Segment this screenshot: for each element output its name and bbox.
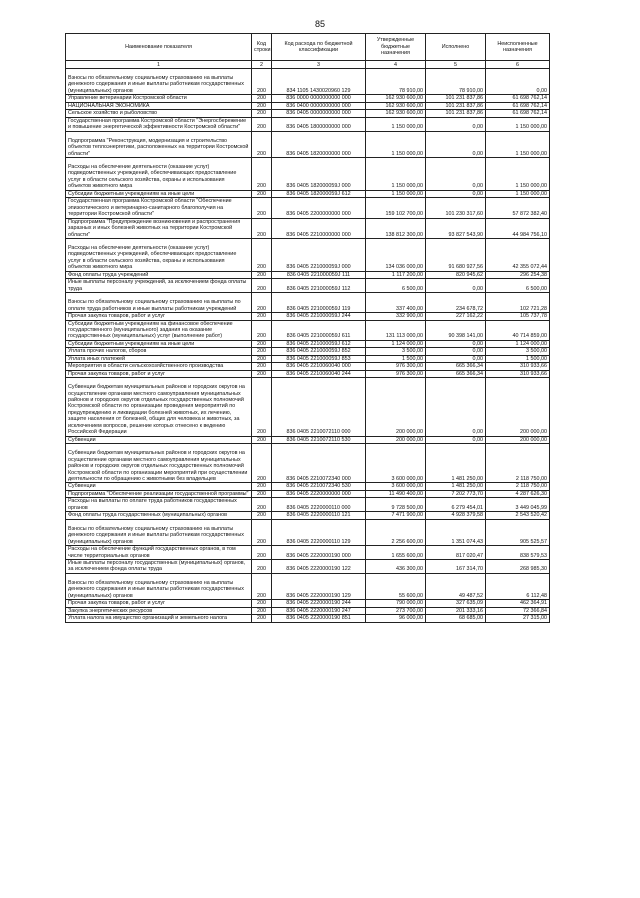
table-row xyxy=(66,190,550,197)
row-expense-code: 836 0405 2220000190 247 xyxy=(272,607,366,614)
row-approved: 96 000,00 xyxy=(366,615,426,622)
table-row xyxy=(66,600,550,607)
row-approved: 162 930 600,00 xyxy=(366,102,426,109)
row-expense-code: 836 0405 2210072110 000 xyxy=(272,378,366,437)
row-line-code: 200 xyxy=(252,378,272,437)
row-approved: 2 256 600,00 xyxy=(366,519,426,545)
row-approved: 1 124 000,00 xyxy=(366,340,426,347)
row-unexecuted: 27 315,00 xyxy=(486,615,550,622)
row-approved: 436 300,00 xyxy=(366,560,426,574)
row-approved: 790 000,00 xyxy=(366,600,426,607)
table-row xyxy=(66,320,550,340)
row-expense-code: 836 0405 2220000190 122 xyxy=(272,560,366,574)
column-number: 1 xyxy=(66,61,252,69)
row-unexecuted: 1 150 000,00 xyxy=(486,190,550,197)
table-row xyxy=(66,378,550,437)
row-name: Субвенции бюджетам муниципальных районов и городских округов на осуществление органами местного самоуправления муниципальных районов и городских округов отдельных государственных полномочий Костромской области по организации проведения мероприятий по предупреждению и ликвидации болезней животных, их лечению, защите населения от болезней, общих для человека и животных, за исключением вопросов, решение которых отнесено к ведению Российской Федерации xyxy=(66,378,252,437)
row-expense-code: 836 0405 221000059J 119 xyxy=(272,293,366,313)
row-name: Прочая закупка товаров, работ и услуг xyxy=(66,370,252,377)
row-unexecuted: 57 872 382,40 xyxy=(486,198,550,218)
row-approved: 200 000,00 xyxy=(366,378,426,437)
row-unexecuted: 200 000,00 xyxy=(486,436,550,443)
row-executed: 0,00 xyxy=(426,436,486,443)
row-expense-code: 836 0405 221000059J 612 xyxy=(272,340,366,347)
row-line-code: 200 xyxy=(252,436,272,443)
row-line-code: 200 xyxy=(252,131,272,157)
row-executed: 0,00 xyxy=(426,378,486,437)
row-unexecuted: 200 000,00 xyxy=(486,378,550,437)
table-row xyxy=(66,102,550,109)
table-row xyxy=(66,157,550,190)
column-number-row xyxy=(66,61,550,69)
row-expense-code: 836 0405 2220000190 000 xyxy=(272,546,366,560)
row-line-code: 200 xyxy=(252,355,272,362)
row-unexecuted: 268 985,30 xyxy=(486,560,550,574)
row-line-code: 200 xyxy=(252,117,272,131)
row-line-code: 200 xyxy=(252,340,272,347)
row-unexecuted: 0,00 xyxy=(486,69,550,95)
table-row xyxy=(66,573,550,599)
row-line-code: 200 xyxy=(252,238,272,271)
row-executed: 101 230 317,60 xyxy=(426,198,486,218)
row-name: Взносы по обязательному социальному страхованию на выплаты денежного содержания и иные выплаты работникам государственных (муниципальных) органов xyxy=(66,573,252,599)
row-unexecuted: 310 933,66 xyxy=(486,370,550,377)
row-unexecuted: 72 366,84 xyxy=(486,607,550,614)
row-unexecuted: 1 150 000,00 xyxy=(486,131,550,157)
row-line-code: 200 xyxy=(252,370,272,377)
row-unexecuted: 1 150 000,00 xyxy=(486,157,550,190)
row-line-code: 200 xyxy=(252,607,272,614)
row-line-code: 200 xyxy=(252,218,272,238)
row-unexecuted: 310 933,66 xyxy=(486,363,550,370)
row-approved: 131 113 000,00 xyxy=(366,320,426,340)
table-row xyxy=(66,490,550,497)
row-expense-code: 836 0405 221000059J 111 xyxy=(272,271,366,278)
row-executed: 4 928 379,58 xyxy=(426,512,486,519)
row-approved: 3 500,00 xyxy=(366,348,426,355)
row-executed: 78 910,00 xyxy=(426,69,486,95)
row-line-code: 200 xyxy=(252,546,272,560)
row-name: Управление ветеринарии Костромской области xyxy=(66,95,252,102)
row-approved: 159 102 700,00 xyxy=(366,198,426,218)
column-header-line-code: Код строки xyxy=(252,34,272,61)
table-row xyxy=(66,370,550,377)
row-line-code: 200 xyxy=(252,271,272,278)
row-executed: 101 231 837,86 xyxy=(426,110,486,117)
row-name: Уплата прочих налогов, сборов xyxy=(66,348,252,355)
column-number: 6 xyxy=(486,61,550,69)
row-line-code: 200 xyxy=(252,110,272,117)
row-unexecuted: 105 737,78 xyxy=(486,313,550,320)
row-executed: 665 366,34 xyxy=(426,363,486,370)
row-expense-code: 836 0405 221000059J 000 xyxy=(272,238,366,271)
row-approved: 55 600,00 xyxy=(366,573,426,599)
row-executed: 101 231 837,86 xyxy=(426,102,486,109)
row-approved: 1 150 000,00 xyxy=(366,131,426,157)
row-name: Государственная программа Костромской области "Обеспечение эпизоотического и ветеринарно-санитарного благополучия на территории Костромской области" xyxy=(66,198,252,218)
row-name: Взносы по обязательному социальному страхованию на выплаты денежного содержания и иные выплаты работникам государственных (муниципальных) органов xyxy=(66,519,252,545)
table-row xyxy=(66,615,550,622)
row-name: Расходы на обеспечение функций государственных органов, в том числе территориальных органов xyxy=(66,546,252,560)
row-approved: 1 117 200,00 xyxy=(366,271,426,278)
row-name: Закупка энергетических ресурсов xyxy=(66,607,252,614)
table-header-row xyxy=(66,34,550,61)
row-expense-code: 836 0405 1820000000 000 xyxy=(272,131,366,157)
row-expense-code: 836 0405 2210072340 530 xyxy=(272,483,366,490)
table-row xyxy=(66,279,550,293)
row-executed: 327 635,09 xyxy=(426,600,486,607)
column-header-approved: Утвержденные бюджетные назначения xyxy=(366,34,426,61)
row-expense-code: 836 0405 2220000110 129 xyxy=(272,519,366,545)
row-unexecuted: 61 698 762,14 xyxy=(486,102,550,109)
table-row xyxy=(66,348,550,355)
row-approved: 1 655 600,00 xyxy=(366,546,426,560)
row-line-code: 200 xyxy=(252,444,272,483)
row-executed: 1 481 250,00 xyxy=(426,444,486,483)
row-unexecuted: 3 449 045,99 xyxy=(486,498,550,512)
row-name: Иные выплаты персоналу учреждений, за исключением фонда оплаты труда xyxy=(66,279,252,293)
row-name: Субвенции бюджетам муниципальных районов и городских округов на осуществление органами местного самоуправления муниципальных районов и городских округов отдельных государственных полномочий Костромской области по организации мероприятий при осуществлении деятельности по обращению с животными без владельцев xyxy=(66,444,252,483)
row-expense-code: 836 0405 1800000000 000 xyxy=(272,117,366,131)
row-line-code: 200 xyxy=(252,348,272,355)
table-row xyxy=(66,607,550,614)
row-unexecuted: 838 579,53 xyxy=(486,546,550,560)
row-approved: 976 300,00 xyxy=(366,370,426,377)
row-name: Уплата налога на имущество организаций и земельного налога xyxy=(66,615,252,622)
row-executed: 6 279 454,01 xyxy=(426,498,486,512)
row-executed: 0,00 xyxy=(426,355,486,362)
row-expense-code: 836 0405 2210060040 244 xyxy=(272,370,366,377)
row-approved: 3 600 000,00 xyxy=(366,444,426,483)
row-expense-code: 836 0405 221000059J 852 xyxy=(272,348,366,355)
row-name: Сельское хозяйство и рыболовство xyxy=(66,110,252,117)
row-line-code: 200 xyxy=(252,519,272,545)
row-name: Субвенции xyxy=(66,483,252,490)
row-name: Мероприятия в области сельскохозяйственного производства xyxy=(66,363,252,370)
table-row xyxy=(66,546,550,560)
row-expense-code: 836 0405 0000000000 000 xyxy=(272,110,366,117)
row-name: Подпрограмма "Реконструкция, модернизация и строительство объектов теплоэнергетики, расположенных на территории Костромской области" xyxy=(66,131,252,157)
page-number: 85 xyxy=(314,19,325,29)
table-row xyxy=(66,131,550,157)
row-line-code: 200 xyxy=(252,573,272,599)
row-expense-code: 836 0405 221000059J 244 xyxy=(272,313,366,320)
row-line-code: 200 xyxy=(252,498,272,512)
row-name: Расходы на выплаты по оплате труда работников государственных органов xyxy=(66,498,252,512)
row-approved: 9 728 500,00 xyxy=(366,498,426,512)
row-executed: 0,00 xyxy=(426,157,486,190)
row-expense-code: 836 0405 2210060040 000 xyxy=(272,363,366,370)
row-unexecuted: 296 254,38 xyxy=(486,271,550,278)
table-row xyxy=(66,340,550,347)
row-line-code: 200 xyxy=(252,198,272,218)
row-line-code: 200 xyxy=(252,512,272,519)
table-row xyxy=(66,95,550,102)
row-line-code: 200 xyxy=(252,69,272,95)
row-approved: 1 150 000,00 xyxy=(366,157,426,190)
row-expense-code: 836 0405 221000059J 112 xyxy=(272,279,366,293)
table-row xyxy=(66,436,550,443)
row-expense-code: 836 0405 2210072340 000 xyxy=(272,444,366,483)
table-row xyxy=(66,238,550,271)
row-executed: 0,00 xyxy=(426,279,486,293)
row-expense-code: 834 1105 1430020960 129 xyxy=(272,69,366,95)
row-unexecuted: 2 118 750,00 xyxy=(486,444,550,483)
row-executed: 201 333,16 xyxy=(426,607,486,614)
row-line-code: 200 xyxy=(252,313,272,320)
row-line-code: 200 xyxy=(252,293,272,313)
row-unexecuted: 2 543 520,42 xyxy=(486,512,550,519)
row-executed: 1 481 250,00 xyxy=(426,483,486,490)
column-number: 3 xyxy=(272,61,366,69)
row-executed: 49 487,52 xyxy=(426,573,486,599)
row-expense-code: 836 0405 182000059J 000 xyxy=(272,157,366,190)
row-name: Расходы на обеспечение деятельности (оказание услуг) подведомственных учреждений, обеспечивающих предоставление услуг в области сельского хозяйства, охраны и использования объектов животного мира xyxy=(66,157,252,190)
table-row xyxy=(66,110,550,117)
row-line-code: 200 xyxy=(252,190,272,197)
row-unexecuted: 6 112,48 xyxy=(486,573,550,599)
row-name: Прочая закупка товаров, работ и услуг xyxy=(66,313,252,320)
row-expense-code: 836 0405 221000059J 611 xyxy=(272,320,366,340)
row-expense-code: 836 0405 2220000190 129 xyxy=(272,573,366,599)
row-executed: 93 827 543,90 xyxy=(426,218,486,238)
row-unexecuted: 3 500,00 xyxy=(486,348,550,355)
row-line-code: 200 xyxy=(252,279,272,293)
row-expense-code: 836 0000 0000000000 000 xyxy=(272,95,366,102)
row-name: Субсидии бюджетным учреждениям на иные цели xyxy=(66,340,252,347)
row-name: Уплата иных платежей xyxy=(66,355,252,362)
row-executed: 0,00 xyxy=(426,340,486,347)
row-executed: 0,00 xyxy=(426,131,486,157)
table-row xyxy=(66,560,550,574)
row-executed: 90 398 141,00 xyxy=(426,320,486,340)
row-approved: 7 471 900,00 xyxy=(366,512,426,519)
row-executed: 7 202 773,70 xyxy=(426,490,486,497)
row-approved: 134 036 000,00 xyxy=(366,238,426,271)
row-expense-code: 836 0405 2220000000 000 xyxy=(272,490,366,497)
table-row xyxy=(66,69,550,95)
row-expense-code: 836 0405 2220000110 121 xyxy=(272,512,366,519)
row-line-code: 200 xyxy=(252,615,272,622)
column-number: 4 xyxy=(366,61,426,69)
row-approved: 11 490 400,00 xyxy=(366,490,426,497)
table-row xyxy=(66,355,550,362)
row-expense-code: 836 0405 182000059J 612 xyxy=(272,190,366,197)
row-approved: 332 900,00 xyxy=(366,313,426,320)
row-name: Прочая закупка товаров, работ и услуг xyxy=(66,600,252,607)
row-line-code: 200 xyxy=(252,102,272,109)
row-name: Взносы по обязательному социальному страхованию на выплаты по оплате труда работников и иные выплаты работникам учреждений xyxy=(66,293,252,313)
row-line-code: 200 xyxy=(252,95,272,102)
table-row xyxy=(66,218,550,238)
row-approved: 337 400,00 xyxy=(366,293,426,313)
row-name: Расходы на обеспечение деятельности (оказание услуг) подведомственных учреждений, обеспечивающих предоставление услуг в области сельского хозяйства, охраны и использования объектов животного мира xyxy=(66,238,252,271)
row-unexecuted: 1 500,00 xyxy=(486,355,550,362)
row-approved: 976 300,00 xyxy=(366,363,426,370)
row-approved: 78 910,00 xyxy=(366,69,426,95)
row-name: Субсидии бюджетным учреждениям на иные цели xyxy=(66,190,252,197)
row-unexecuted: 1 150 000,00 xyxy=(486,117,550,131)
column-number: 2 xyxy=(252,61,272,69)
row-line-code: 200 xyxy=(252,320,272,340)
row-executed: 234 678,72 xyxy=(426,293,486,313)
row-name: Иные выплаты персоналу государственных (муниципальных) органов, за исключением фонда оплаты труда xyxy=(66,560,252,574)
row-expense-code: 836 0405 2220000190 851 xyxy=(272,615,366,622)
row-unexecuted: 4 287 626,30 xyxy=(486,490,550,497)
table-row xyxy=(66,444,550,483)
row-approved: 138 812 300,00 xyxy=(366,218,426,238)
row-executed: 0,00 xyxy=(426,117,486,131)
row-line-code: 200 xyxy=(252,600,272,607)
row-name: Подпрограмма "Предупреждение возникновения и распространения заразных и иных болезней животных на территории Костромской области" xyxy=(66,218,252,238)
table-row xyxy=(66,117,550,131)
row-unexecuted: 61 698 762,14 xyxy=(486,95,550,102)
column-header-executed: Исполнено xyxy=(426,34,486,61)
table-row xyxy=(66,363,550,370)
row-approved: 162 930 600,00 xyxy=(366,110,426,117)
row-approved: 6 500,00 xyxy=(366,279,426,293)
row-executed: 0,00 xyxy=(426,190,486,197)
row-executed: 101 231 837,86 xyxy=(426,95,486,102)
row-unexecuted: 40 714 859,00 xyxy=(486,320,550,340)
row-expense-code: 836 0400 0000000000 000 xyxy=(272,102,366,109)
row-line-code: 200 xyxy=(252,363,272,370)
row-unexecuted: 462 364,91 xyxy=(486,600,550,607)
row-unexecuted: 1 124 000,00 xyxy=(486,340,550,347)
row-name: Государственная программа Костромской области "Энергосбережение и повышение энергетической эффективности Костромской области" xyxy=(66,117,252,131)
row-executed: 167 314,70 xyxy=(426,560,486,574)
row-name: Фонд оплаты труда государственных (муниципальных) органов xyxy=(66,512,252,519)
row-approved: 1 150 000,00 xyxy=(366,117,426,131)
row-unexecuted: 61 698 762,14 xyxy=(486,110,550,117)
row-expense-code: 836 0405 2210000000 000 xyxy=(272,218,366,238)
table-row xyxy=(66,498,550,512)
row-executed: 91 680 927,56 xyxy=(426,238,486,271)
row-approved: 1 500,00 xyxy=(366,355,426,362)
row-executed: 665 366,34 xyxy=(426,370,486,377)
row-executed: 1 351 074,43 xyxy=(426,519,486,545)
table-row xyxy=(66,512,550,519)
row-approved: 3 600 000,00 xyxy=(366,483,426,490)
table-row xyxy=(66,271,550,278)
table-row xyxy=(66,313,550,320)
row-unexecuted: 102 721,28 xyxy=(486,293,550,313)
row-expense-code: 836 0405 2220000110 000 xyxy=(272,498,366,512)
row-name: НАЦИОНАЛЬНАЯ ЭКОНОМИКА xyxy=(66,102,252,109)
column-header-name: Наименование показателя xyxy=(66,34,252,61)
row-unexecuted: 905 525,57 xyxy=(486,519,550,545)
row-name: Фонд оплаты труда учреждений xyxy=(66,271,252,278)
row-name: Субвенции xyxy=(66,436,252,443)
row-unexecuted: 6 500,00 xyxy=(486,279,550,293)
row-name: Взносы по обязательному социальному страхованию на выплаты денежного содержания и иные выплаты работникам государственных (муниципальных) органов xyxy=(66,69,252,95)
row-name: Подпрограмма "Обеспечение реализации государственной программы" xyxy=(66,490,252,497)
row-line-code: 200 xyxy=(252,157,272,190)
row-unexecuted: 44 984 756,10 xyxy=(486,218,550,238)
row-unexecuted: 42 355 072,44 xyxy=(486,238,550,271)
row-line-code: 200 xyxy=(252,483,272,490)
column-header-unexecuted: Неисполненные назначения xyxy=(486,34,550,61)
row-approved: 200 000,00 xyxy=(366,436,426,443)
row-approved: 1 150 000,00 xyxy=(366,190,426,197)
row-unexecuted: 2 118 750,00 xyxy=(486,483,550,490)
row-expense-code: 836 0405 221000059J 853 xyxy=(272,355,366,362)
row-expense-code: 836 0405 2200000000 000 xyxy=(272,198,366,218)
table-body xyxy=(66,69,550,623)
column-number: 5 xyxy=(426,61,486,69)
row-line-code: 200 xyxy=(252,560,272,574)
row-executed: 68 685,00 xyxy=(426,615,486,622)
row-executed: 817 020,47 xyxy=(426,546,486,560)
row-approved: 162 930 600,00 xyxy=(366,95,426,102)
row-line-code: 200 xyxy=(252,490,272,497)
row-executed: 820 945,62 xyxy=(426,271,486,278)
row-approved: 273 700,00 xyxy=(366,607,426,614)
row-expense-code: 836 0405 2220000190 244 xyxy=(272,600,366,607)
row-executed: 227 162,22 xyxy=(426,313,486,320)
row-executed: 0,00 xyxy=(426,348,486,355)
table-row xyxy=(66,519,550,545)
table-row xyxy=(66,483,550,490)
column-header-expense-code: Код расхода по бюджетной классификации xyxy=(272,34,366,61)
row-name: Субсидии бюджетным учреждениям на финансовое обеспечение государственного (муниципального) задания на оказание государственных (муниципальных) услуг (выполнение работ) xyxy=(66,320,252,340)
row-expense-code: 836 0405 2210072110 530 xyxy=(272,436,366,443)
table-row xyxy=(66,198,550,218)
budget-execution-table xyxy=(65,33,550,623)
table-row xyxy=(66,293,550,313)
